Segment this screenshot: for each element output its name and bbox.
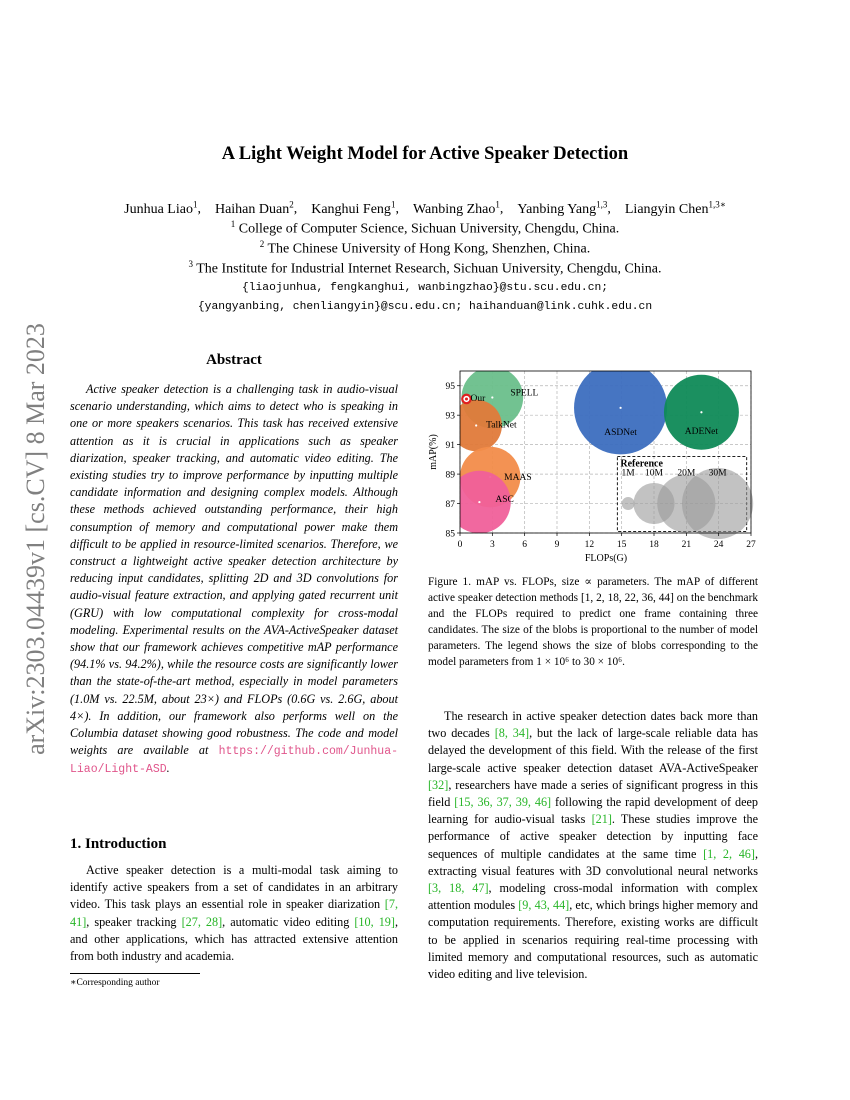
x-tick-label: 6 xyxy=(522,540,528,550)
citation-link[interactable]: [9, 43, 44] xyxy=(518,898,570,913)
blob-label-spell: SPELL xyxy=(510,388,539,399)
x-tick-label: 15 xyxy=(616,540,627,550)
reference-size-label: 1M xyxy=(621,468,635,479)
author-name: Wanbing Zhao$^1$ xyxy=(412,199,500,217)
x-tick-label: 9 xyxy=(554,540,560,550)
reference-legend xyxy=(617,456,753,539)
abstract-text: Active speaker detection is a challenging task in audio-visual scenario understanding, which aims to detect who is speaking in one or more speakers scenarios. This task has received extensive attention as it is crucial in applications such as speaker diarization, speaker tracking, and automatic video editing. The existing studies try to improve performance by inputting multiple candidate information and designing complex models. Although these methods achieved outstanding performance, their high consumption of memory and computational power make them difficult to be applied in resource-limited scenarios. Therefore, we construct a lightweight active speaker detection architecture by reducing input candidates, splitting 2D and 3D convolutions for audio-visual feature extraction, and applying gated recurrent unit (GRU) with low computational complexity for cross-modal modeling. Experimental results on the AVA-ActiveSpeaker dataset show that our framework achieves competitive mAP performance (94.1% vs. 94.2%), while the resource costs are significantly lower than the state-of-the-art method, especially in model parameters (1.0M vs. 22.5M, about 23×) and FLOPs (0.6G vs. 2.6G, about 4×). In addition, our framework also performs well on the Columbia dataset showing good robustness. The code and model weights are available at xyxy=(70,382,398,758)
y-tick-label: 93 xyxy=(445,411,455,422)
author-name: Kanghui Feng$^1$ xyxy=(311,199,396,217)
blob-center-dot xyxy=(491,396,493,398)
author-name: Haihan Duan$^2$ xyxy=(214,199,294,217)
y-tick-label: 95 xyxy=(445,382,455,393)
x-tick-label: 24 xyxy=(713,540,724,550)
y-tick-label: 85 xyxy=(445,529,455,540)
introduction-body-right: The research in active speaker detection dates back more than two decades [8, 34], but the lack of large-scale reliable data has delayed the development of this field. With the release of the first large-scale active speaker detection dataset AVA-ActiveSpeaker [32], researchers have made a series of significant progress in this field [15, 36, 37, 39, 46] following the rapid development of deep learning for audio-visual tasks [21]. These studies improve the performance of active speaker detection by inputting face sequences of multiple candidates at the same time [1, 2, 46], extracting visual features with 3D convolutional neural networks [3, 18, 47], modeling cross-modal information with complex attention modules [9, 43, 44], etc, which brings higher memory and computation requirements. Therefore, existing works are difficult to be applied in scenarios requiring real-time processing with limited memory and computational resources, such as automatic video editing and live television. xyxy=(428,709,759,982)
blob-center-dot xyxy=(475,424,477,426)
reference-size-label: 10M xyxy=(645,468,663,479)
email-line-1: {liaojunhua, fengkanghui, wanbingzhao}@stu.scu.edu.cn; xyxy=(241,282,609,294)
x-tick-label: 27 xyxy=(746,540,756,550)
citation-link[interactable]: [7, 41] xyxy=(70,897,398,929)
footnote-rule xyxy=(70,973,200,974)
blob-center-dot xyxy=(700,411,702,413)
abstract-body: Active speaker detection is a challenging task in audio-visual scenario understanding, which aims to detect who is speaking in one or more speakers scenarios. This task has received extensive attention as it is crucial in applications such as speaker diarization, speaker tracking, and automatic video editing. The existing studies try to improve performance by inputting multiple candidate information and designing complex models. Although these methods achieved outstanding performance, their high consumption of memory and computational power make them difficult to be applied in resource-limited scenarios. Therefore, we construct a lightweight active speaker detection architecture by reducing input candidates, splitting 2D and 3D convolutions for audio-visual feature extraction, and applying gated recurrent unit (GRU) with low computational complexity for cross-modal modeling. Experimental results on the AVA-ActiveSpeaker dataset show that our framework achieves competitive mAP performance (94.1% vs. 94.2%), while the resource costs are significantly lower than the state-of-the-art method, especially in model parameters (1.0M vs. 22.5M, about 23×) and FLOPs (0.6G vs. 2.6G, about 4×). In addition, our framework also performs well on the Columbia dataset showing good robustness. The code and model weights are available at https://github.com/Junhua-Liao/Light-ASD. xyxy=(70,382,398,777)
x-tick-label: 18 xyxy=(649,540,659,550)
x-tick-label: 0 xyxy=(457,540,463,550)
blob-label-asc: ASC xyxy=(495,495,514,506)
affiliation-2: $^2$ The Chinese University of Hong Kong, Shenzhen, China. xyxy=(259,239,591,257)
y-tick-label: 87 xyxy=(445,500,455,511)
citation-link[interactable]: [32] xyxy=(428,777,449,792)
x-tick-label: 12 xyxy=(584,540,595,550)
section-heading-introduction: 1. Introduction xyxy=(70,836,167,852)
blob-label-adenet: ADENet xyxy=(684,427,719,438)
citation-link[interactable]: [1, 2, 46] xyxy=(703,846,755,861)
citation-link[interactable]: [15, 36, 37, 39, 46] xyxy=(454,795,552,810)
x-axis-label: FLOPs(G) xyxy=(584,553,628,564)
y-axis-label: mAP(%) xyxy=(428,434,439,470)
affiliation-3: $^3$ The Institute for Industrial Internet Research, Sichuan University, Chengdu, China. xyxy=(188,259,662,277)
blob-center-dot xyxy=(478,501,480,503)
blob-label-our: Our xyxy=(470,393,486,404)
author-name: Junhua Liao$^1$ xyxy=(124,199,198,217)
reference-blob xyxy=(682,468,753,539)
introduction-body: Active speaker detection is a multi-modal task aiming to identify active speakers from a set of candidates in an arbitrary video. This task plays an essential role in speaker diarization [7, 41], speaker tracking [27, 28], automatic video editing [10, 19], and other applications, which has attracted extensive attention from both industry and academia. xyxy=(70,863,399,964)
reference-title: Reference xyxy=(620,458,663,470)
citation-link[interactable]: [10, 19] xyxy=(354,914,395,929)
email-line-2: {yangyanbing, chenliangyin}@scu.edu.cn; haihanduan@link.cuhk.edu.cn xyxy=(197,301,653,313)
y-tick-label: 89 xyxy=(445,470,455,481)
footnote: ∗Corresponding author xyxy=(70,978,160,988)
paper-title: A Light Weight Model for Active Speaker Detection xyxy=(221,144,629,164)
blob-label-talknet: TalkNet xyxy=(486,420,517,431)
citation-link[interactable]: [21] xyxy=(591,812,612,827)
blob-label-asdnet: ASDNet xyxy=(604,427,637,438)
blob-center-dot xyxy=(619,407,621,409)
citation-link[interactable]: [8, 34] xyxy=(494,726,530,741)
figure-1-chart xyxy=(424,360,764,568)
citation-link[interactable]: [27, 28] xyxy=(181,914,223,929)
author-name: Yanbing Yang$^{1,3}$ xyxy=(517,199,608,217)
author-list: Junhua Liao$^1$, Haihan Duan$^2$, Kanghui Feng$^1$, Wanbing Zhao$^1$, Yanbing Yang$^{1,3}$, Liangyin Chen$^{1,3∗}$ xyxy=(124,199,726,217)
author-name: Liangyin Chen$^{1,3∗}$ xyxy=(624,199,726,217)
affiliation-1: $^1$ College of Computer Science, Sichuan University, Chengdu, China. xyxy=(230,219,620,237)
arxiv-identifier xyxy=(16,294,56,784)
blob-label-maas: MAAS xyxy=(504,473,532,484)
reference-size-label: 30M xyxy=(708,468,727,479)
blob-our-center xyxy=(465,397,468,400)
figure-1-caption: Figure 1. mAP vs. FLOPs, size ∝ parameters. The mAP of different active speaker detection methods [1, 2, 18, 22, 36, 44] on the benchmark and the FLOPs required to predict one frame containing three candidates. The size of the blobs is proportional to the number of model parameters. The legend shows the size of blobs corresponding to the model parameters from 1 × 10⁶ to 30 × 10⁶. xyxy=(428,576,758,668)
reference-size-label: 20M xyxy=(677,468,696,479)
abstract-heading: Abstract xyxy=(206,352,262,368)
reference-blob xyxy=(622,497,635,510)
citation-link[interactable]: [3, 18, 47] xyxy=(428,881,489,896)
code-link[interactable]: https://github.com/Junhua-Liao/Light-ASD xyxy=(70,745,398,777)
x-tick-label: 21 xyxy=(681,540,692,550)
y-tick-label: 91 xyxy=(445,441,455,452)
arxiv-id-text: arXiv:2303.04439v1 [cs.CV] 8 Mar 2023 xyxy=(21,323,50,755)
x-tick-label: 3 xyxy=(489,540,495,550)
